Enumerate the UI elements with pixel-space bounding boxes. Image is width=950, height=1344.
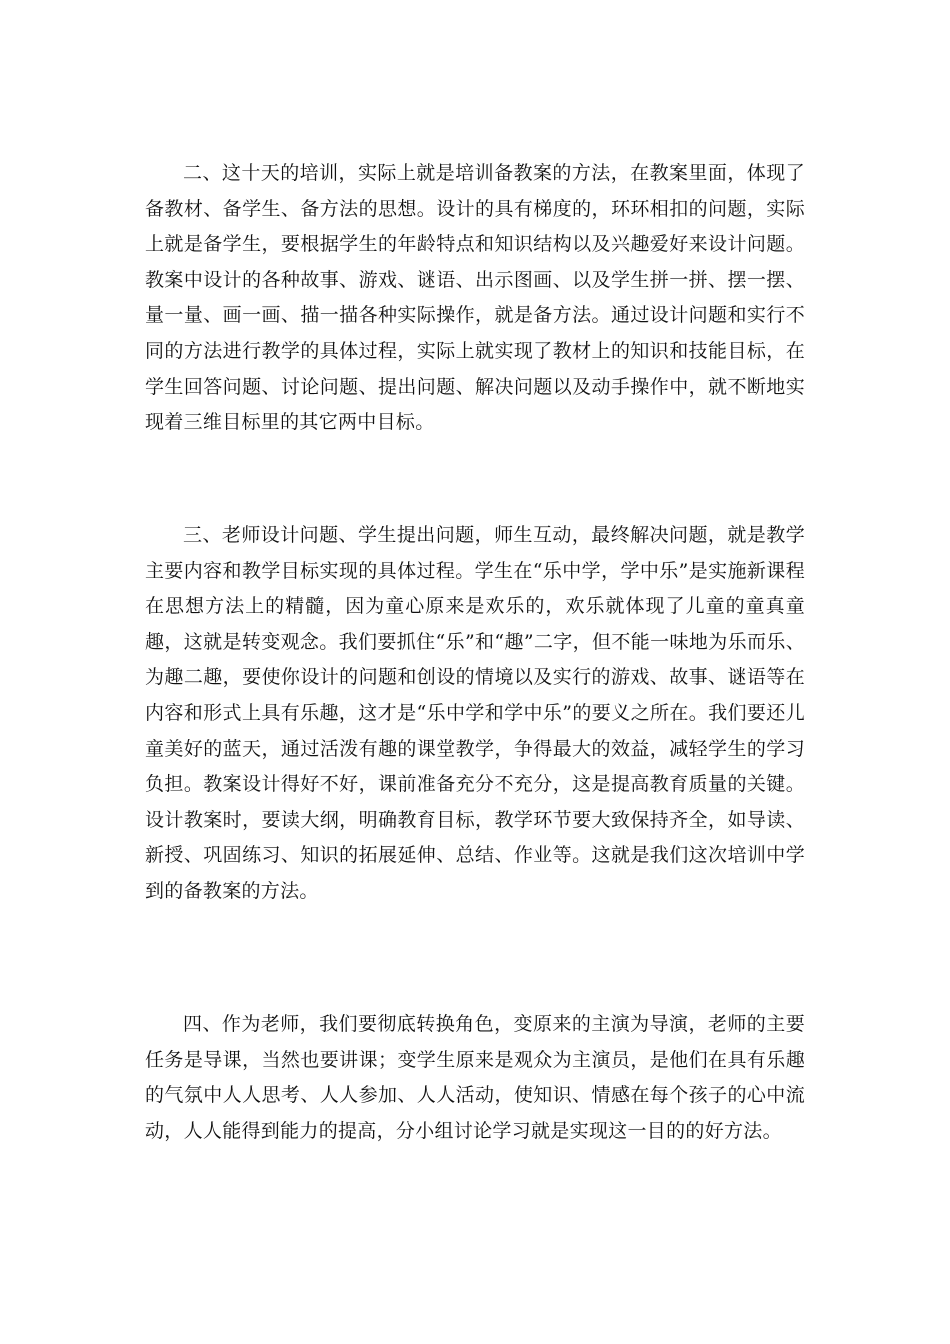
paragraph-2: 二、这十天的培训，实际上就是培训备教案的方法，在教案里面，体现了备教材、备学生、备方法的思想。设计的具有梯度的，环环相扣的问题，实际上就是备学生，要根据学生的年龄特点和知识结构以及兴趣爱好来设计问题。教案中设计的各种故事、游戏、谜语、出示图画、以及学生拼一拼、摆一摆、量一量、画一画、描一描各种实际操作，就是备方法。通过设计问题和实行不同的方法进行教学的具体过程，实际上就实现了教材上的知识和技能目标，在学生回答问题、讨论问题、提出问题、解决问题以及动手操作中，就不断地实现着三维目标里的其它两中目标。 <box>145 162 805 434</box>
paragraph-3: 三、老师设计问题、学生提出问题，师生互动，最终解决问题，就是教学主要内容和教学目标实现的具体过程。学生在“乐中学，学中乐”是实施新课程在思想方法上的精髓，因为童心原来是欢乐的，欢乐就体现了儿童的童真童趣，这就是转变观念。我们要抓住“乐”和“趣”二字，但不能一味地为乐而乐、为趣二趣，要使你设计的问题和创设的情境以及实行的游戏、故事、谜语等在内容和形式上具有乐趣，这才是“乐中学和学中乐”的要义之所在。我们要还儿童美好的蓝天，通过活泼有趣的课堂教学，争得最大的效益，减轻学生的学习负担。教案设计得好不好，课前准备充分不充分，这是提高教育质量的关键。设计教案时，要读大纲，明确教育目标，教学环节要大致保持齐全，如导读、新授、巩固练习、知识的拓展延伸、总结、作业等。这就是我们这次培训中学到的备教案的方法。 <box>145 524 805 902</box>
paragraph-4: 四、作为老师，我们要彻底转换角色，变原来的主演为导演，老师的主要任务是导课，当然也要讲课；变学生原来是观众为主演员，是他们在具有乐趣的气氛中人人思考、人人参加、人人活动，使知识、情感在每个孩子的心中流动，人人能得到能力的提高，分小组讨论学习就是实现这一目的的好方法。 <box>145 1013 805 1142</box>
